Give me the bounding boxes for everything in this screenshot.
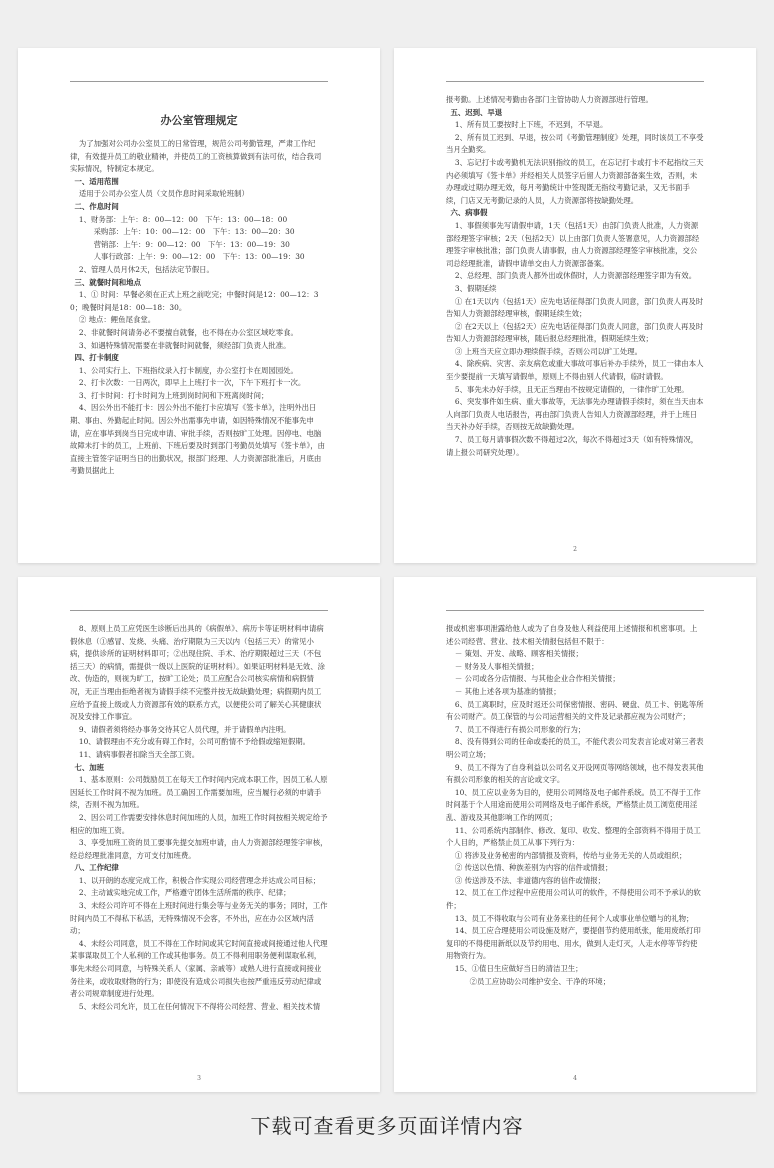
paragraph: 14、员工应合理使用公司设施及财产，要提倡节约使用纸张，能用废纸打印复印的不得使用新纸以及节约用电、用水，做到人走灯灭，人走水停等节约使用物资行为。	[446, 926, 701, 961]
paragraph: 为了加强对公司办公室员工的日常管理，规范公司考勤管理，严肃工作纪律，有效提升员工的敬业精神，并使员工的工资核算做到有法可依，结合我司实际情况，特制定本规定。	[70, 139, 322, 174]
paragraph: ② 在2天以上（包括2天）应先电话征得部门负责人同意，部门负责人再及时告知人力资源部经理审核，随后报总经理批准，假期延续生效；	[446, 321, 704, 344]
paragraph: 报考勤。上述情况考勤由各部门主管协助人力资源部进行管理。	[446, 95, 653, 104]
paragraph: 2、因公司工作需要安排休息时间加班的人员，加班工作时间按相关规定给予相应的加班工资。	[70, 812, 328, 835]
section-heading: 四、打卡制度	[74, 353, 119, 363]
page-header-rule	[446, 81, 704, 82]
paragraph: 10、员工应以业务为目的，使用公司网络及电子邮件系统。员工不得于工作时间基于个人用途而使用公司网络及电子邮件系统，严格禁止员工浏览使用淫乱、游戏及其他影响工作的网页；	[446, 787, 701, 822]
paragraph: 3、打卡时间：打卡时间为上班到岗时间和下班离岗时间；	[78, 390, 269, 400]
paragraph: 2、非就餐时间请务必不要擅自就餐，也不得在办公室区域吃零食。	[78, 327, 298, 337]
section-heading: 二、作息时间	[74, 201, 119, 211]
paragraph: 10、请假理由不充分或有碍工作时，公司可酌情不予给假或缩短假期。	[78, 737, 311, 747]
paragraph: － 财务及人事相关情报；	[454, 661, 539, 671]
paragraph: 12、员工在工作过程中应使用公司认可的软件，不得使用公司不予承认的软件；	[446, 888, 701, 911]
page-body	[446, 623, 704, 1066]
paragraph: 6、员工离职时，应及时返还公司保密情报、密码、硬盘、员工卡、钥匙等所有公司财产。员工保管的与公司运营相关的文件及记录都应视为公司财产；	[446, 699, 704, 722]
paragraph: 2、打卡次数：一日两次，即早上上班打卡一次，下午下班打卡一次。	[78, 378, 306, 388]
paragraph: 3、享受加班工资的员工要事先提交加班申请，由人力资源部经理签字审核，经总经理批准同意，方可支付加班费。	[70, 838, 328, 860]
paragraph: 1、公司实行上、下班指纹录入打卡制度，办公室打卡在周园园处。	[78, 365, 298, 375]
document-title: 办公室管理规定	[160, 114, 238, 127]
paragraph: 1、财务部：上午：8：00—12：00 下午：13：00—18：00	[78, 214, 288, 224]
document-page-2	[394, 48, 756, 563]
section-heading: 一、适用范围	[74, 176, 119, 186]
paragraph: 采购部：上午：10：00—12：00 下午：13：00—20：30	[78, 227, 295, 237]
paragraph: 3、未经公司许可不得在上班时间进行集会等与业务无关的事务；同时，工作时间内员工不得私下私活，无特殊情况不会客，不外出，应在办公区域内活动；	[70, 901, 328, 936]
download-more-caption[interactable]: 下载可查看更多页面详情内容	[250, 1114, 524, 1138]
paragraph: 15、①值日生应做好当日的清洁卫生；	[454, 964, 583, 974]
paragraph: 2、所有员工迟到、早退，按公司《考勤管理制度》处理，同时该员工不享受当月全勤奖。	[446, 132, 704, 155]
section-heading: 三、就餐时间和地点	[74, 277, 141, 287]
paragraph: 9、员工不得为了自身利益以公司名义开设网页等网络领域，也不得发表其他有损公司形象的相关的言论或文字。	[446, 762, 704, 785]
section-heading: 六、病事假	[450, 208, 488, 218]
page-header-rule	[446, 610, 704, 611]
paragraph: ② 传送以色情、种族差别为内容的信件或情报；	[454, 863, 613, 873]
document-page-1	[18, 48, 380, 563]
page-number: 3	[197, 1075, 201, 1082]
paragraph: 11、请病事假者扣除当天全部工资。	[78, 749, 200, 759]
paragraph: 1、① 时间：早餐必须在正式上班之前吃完；中餐时间是12：00—12：30；晚餐时间是18：00—18：30。	[70, 290, 319, 312]
paragraph: 9、请假者须将经办事务交待其它人员代理，并于请假单内注明。	[78, 724, 291, 734]
paragraph: 5、事先未办好手续，且无正当理由不按规定请假的，一律作旷工处理。	[454, 384, 689, 394]
paragraph: 适用于公司办公室人员（文员作息时间采取轮班制）	[78, 189, 249, 199]
paragraph: 4、除疾病、灾害、亲友病危或重大事故可事后补办手续外，员工一律由本人至少要提前一天填写请假单，原则上不得由别人代请假，临时请假。	[446, 359, 704, 382]
paragraph: 营销部：上午：9：00—12：00 下午：13：00—19：30	[78, 239, 290, 249]
page-number: 2	[573, 546, 577, 553]
page-body	[70, 94, 328, 537]
paragraph: 1、以开朗的态度完成工作，积极合作实现公司经营理念并达成公司目标；	[78, 875, 321, 885]
paragraph: 2、管理人员月休2天，包括法定节假日。	[78, 264, 214, 274]
page-body	[446, 94, 704, 537]
paragraph: 1、事假须事先写请假申请，1天（包括1天）由部门负责人批准，人力资源部经理签字审核；2天（包括2天）以上由部门负责人签署意见，人力资源部经理签字审核批准；部门负责人请事假，由人力资源部经理签字审核批准，交公司总经理批准，请假申请单交由人力资源部备案。	[446, 220, 700, 268]
page-number: 4	[573, 1075, 577, 1082]
paragraph: 4、未经公司同意，员工不得在工作时间或其它时间直接或间接通过他人代理某事谋取员工个人私利的工作或其他事务。员工不得利用职务便利谋取私利，事先未经公司同意，与特殊关系人（家属、亲戚等）或熟人进行直接或间接业务往来，或收取财物的行为；即使没有造成公司损失也按严重违反劳动纪律或者公司规章制度进行处理。	[70, 938, 328, 999]
paragraph: 7、员工不得进行有损公司形象的行为；	[454, 724, 586, 734]
section-heading: 五、迟到、早退	[450, 107, 503, 117]
paragraph: 3、如遇特殊情况需要在非就餐时间就餐，须经部门负责人批准。	[78, 340, 291, 350]
paragraph: 报或机密事项泄露给他人或为了自身及他人利益使用上述情报和机密事项。上述公司经营、营业、技术相关情报包括但不限于：	[446, 624, 698, 646]
paragraph: 5、未经公司允许，员工在任何情况下不得将公司经营、营业、相关技术情	[78, 1001, 321, 1011]
paragraph: － 策划、开发、战略、顾客相关情报；	[454, 649, 583, 659]
paragraph: 1、所有员工要按时上下班，不迟到，不早退。	[454, 120, 608, 130]
paragraph: ② 地点：鲤鱼尾食堂。	[78, 315, 156, 325]
paragraph: ②员工应协助公司维护安全、干净的环境；	[454, 976, 611, 986]
paragraph: 8、原则上员工应凭医生诊断后出具的《病假单》、病历卡等证明材料申请病假休息（①感冒、发烧、头痛、治疗期限为三天以内（包括三天）的常见小病，提供诊所的证明材料即可；②出现住院、手术、治疗期限超过三天（不包括三天）的病情，需提供一级以上医院的证明材料）。如果证明材料是无效、涂改、伪造的，则视为旷工，按旷工论处；员工应配合公司核实病情和病假情况，无正当理由拒绝者视为请假手续不完整并按无故缺勤处理；病假期内员工应给予直接上级或人力资源部有效的联系方式，以便使公司了解关心其健康状况及安排工作事宜。	[70, 624, 325, 722]
paragraph: 13、员工不得收取与公司有业务来往的任何个人或事业单位赠与的礼物；	[454, 913, 694, 923]
paragraph: 2、总经理、部门负责人都外出或休假时，人力资源部经理签字即为有效。	[454, 271, 697, 281]
page-header-rule	[70, 610, 328, 611]
section-heading: 七、加班	[74, 762, 105, 772]
page-header-rule	[70, 81, 328, 82]
paragraph: 人事行政部：上午：9：00—12：00 下午：13：00—19：30	[78, 252, 305, 262]
page-body	[70, 623, 328, 1066]
paragraph: 2、主动诚实地完成工作，严格遵守团体生活所需的秩序、纪律；	[78, 888, 291, 898]
paragraph: 11、公司系统内部制作、修改、复印、收发、整理的全部资料不得用于员工个人目的，严格禁止员工从事下列行为：	[446, 825, 701, 848]
paragraph: ③ 上班当天应立即办理续假手续，否则公司以旷工处理。	[454, 346, 642, 356]
paragraph: ① 将涉及业务秘密的内部情报及资料，传给与业务无关的人员或组织；	[454, 850, 687, 860]
paragraph: － 其他上述各项为基准的情报；	[454, 686, 561, 696]
paragraph: 7、员工每月请事假次数不得超过2次，每次不得超过3天（如有特殊情况，请上报公司研究处理）。	[446, 435, 699, 457]
section-heading: 八、工作纪律	[74, 863, 119, 873]
paragraph: 6、突发事件如生病、重大事故等，无法事先办理请假手续时，须在当天由本人向部门负责人电话报告，再由部门负责人告知人力资源部经理，并于上班日当天补办好手续，否则按无故缺勤处理。	[446, 397, 704, 432]
paragraph: 1、基本原则：公司鼓励员工在每天工作时间内完成本职工作，因员工私人原因延长工作时间不视为加班。员工确因工作需要加班，应当履行必须的申请手续，否则不视为加班。	[70, 775, 328, 810]
paragraph: － 公司或各分店情报、与其他企业合作相关情报；	[454, 674, 620, 684]
paragraph: ① 在1天以内（包括1天）应先电话征得部门负责人同意，部门负责人再及时告知人力资源部经理审核，假期延续生效；	[446, 296, 704, 319]
paragraph: ③ 传送涉及不法、非道德内容的信件或情报；	[454, 875, 606, 885]
paragraph: 3、忘记打卡或考勤机无法识别指纹的员工，在忘记打卡或打卡不起指纹三天内必须填写《签卡单》并经相关人员签字后留人力资源部备案生效，否则，未办理或过期办理无效，每月考勤统计中签现既无指纹考勤记录，又无书面手续，门店又无考勤记录的人员，人力资源部将按缺勤处理。	[446, 157, 704, 205]
paragraph: 3、假期延续	[454, 283, 497, 293]
document-page-4	[394, 577, 756, 1092]
document-page-3	[18, 577, 380, 1092]
paragraph: 8、没有得到公司的任命或委托的员工，不能代表公司发表言论或对第三者表明公司立场；	[446, 737, 704, 759]
paragraph: 4、因公外出不能打卡：因公外出不能打卡应填写《签卡单》，注明外出日期、事由、外勤起止时间。因公外出需事先申请，如因特殊情况不能事先申请，应在事毕到岗当日完成申请、审批手续，否则按旷工处理。因停电、电脑故障未打卡的员工，上班前、下班后要及时到部门考勤员处填写《签卡单》，由直接主管签字证明当日的出勤状况，报部门经理、人力资源部批准后，月底由考勤员据此上	[70, 403, 325, 476]
